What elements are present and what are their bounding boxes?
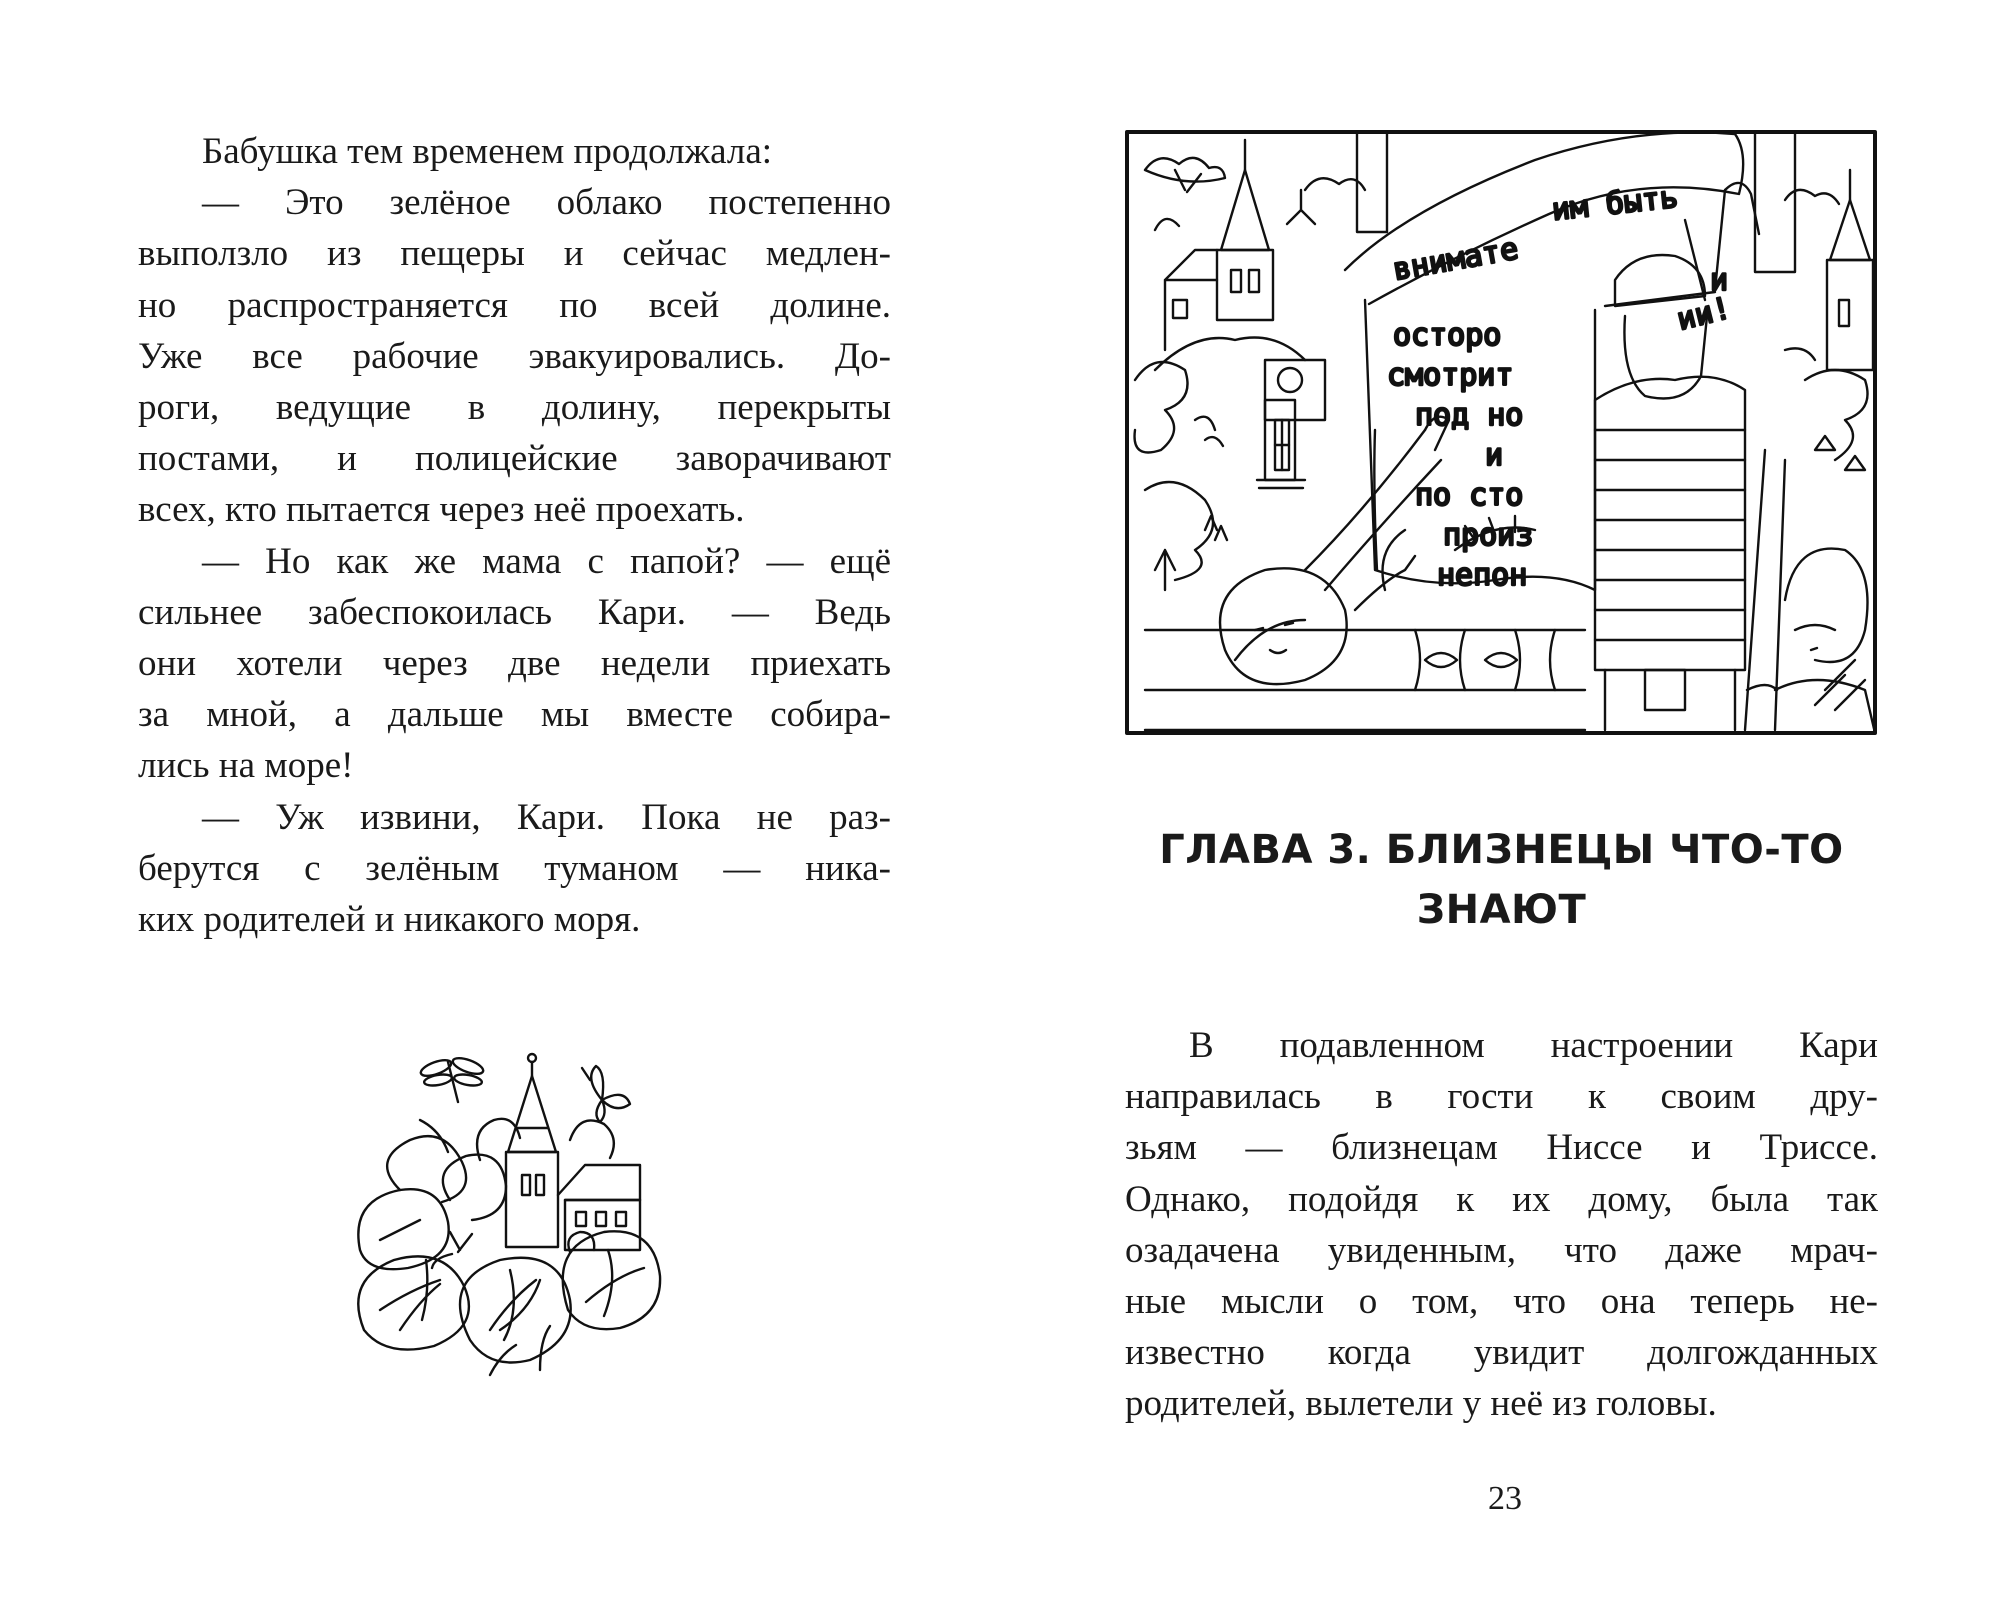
text-line: Уже все рабочие эвакуировались. До- bbox=[138, 335, 891, 377]
text-line: но распространяется по всей долине. bbox=[138, 284, 891, 326]
chapter-title bbox=[1125, 820, 1878, 940]
text-line: за мной, а дальше мы вместе собира- bbox=[138, 694, 891, 736]
text-line: лись на море! bbox=[138, 745, 354, 787]
text-line: они хотели через две недели приехать bbox=[138, 643, 891, 685]
text-line: Однако, подойдя к их дому, была так bbox=[1125, 1178, 1878, 1220]
text-line: — Но как же мама с папой? — ещё bbox=[202, 540, 891, 582]
text-line: — Это зелёное облако постепенно bbox=[202, 182, 891, 224]
paragraph-3 bbox=[138, 536, 891, 792]
text-line: ные мысли о том, что она теперь не- bbox=[1125, 1281, 1878, 1323]
paragraph-1 bbox=[138, 126, 891, 177]
text-line: известно когда увидит долгожданных bbox=[1125, 1332, 1878, 1374]
text-line: родителей, вылетели у неё из головы. bbox=[1125, 1383, 1717, 1425]
dragonfly-icon bbox=[419, 1055, 485, 1102]
paragraph-2 bbox=[138, 177, 891, 535]
poster-text-right-1: и bbox=[1710, 263, 1729, 298]
poster-text-line-7: по сто bbox=[1415, 478, 1524, 513]
right-text-block bbox=[1125, 1020, 1878, 1430]
poster-text-right-2: ии! bbox=[1673, 290, 1735, 338]
poster-text-line-5: под но bbox=[1415, 398, 1524, 433]
text-line: озадачена увиденным, что даже мрач- bbox=[1125, 1229, 1878, 1271]
paragraph-4 bbox=[138, 792, 891, 946]
text-line: В подавленном настроении Кари bbox=[1189, 1025, 1878, 1066]
text-line: роги, ведущие в долину, перекрыты bbox=[138, 387, 891, 429]
page-number: 23 bbox=[1488, 1480, 1522, 1517]
text-line: зьям — близнецам Ниссе и Триссе. bbox=[1125, 1127, 1878, 1169]
chapter-title-line-2: ЗНАЮТ bbox=[1416, 887, 1587, 933]
poster-text-line-1: им быть bbox=[1550, 179, 1680, 228]
poster-text-line-3: осторо bbox=[1393, 318, 1502, 353]
poster-text-line-8: произ bbox=[1443, 518, 1534, 553]
text-line: берутся с зелёным туманом — ника- bbox=[138, 847, 891, 889]
text-line: направилась в гости к своим дру- bbox=[1125, 1076, 1878, 1118]
poster-text-line-9: непон bbox=[1437, 558, 1528, 593]
text-line: сильнее забеспокоилась Кари. — Ведь bbox=[138, 591, 891, 633]
poster-text-line-6: и bbox=[1485, 438, 1504, 473]
text-line: постами, и полицейские заворачивают bbox=[138, 438, 891, 480]
paragraph-right-1 bbox=[1125, 1020, 1878, 1430]
flower-vignette-illustration bbox=[340, 1040, 670, 1380]
text-line: всех, кто пытается через неё проехать. bbox=[138, 489, 745, 531]
poster-text-line-4: смотрит bbox=[1387, 358, 1514, 393]
left-text-block bbox=[138, 126, 891, 945]
chapter-title-line-1: ГЛАВА 3. БЛИЗНЕЦЫ ЧТО-ТО bbox=[1159, 827, 1844, 873]
text-line: выползло из пещеры и сейчас медлен- bbox=[138, 233, 891, 275]
poster-chapter-illustration bbox=[1125, 130, 1877, 735]
text-line: ких родителей и никакого моря. bbox=[138, 899, 641, 941]
text-line: Бабушка тем временем продолжала: bbox=[202, 131, 773, 172]
poster-text-line-2: внимате bbox=[1390, 231, 1521, 288]
butterfly-icon bbox=[582, 1066, 630, 1122]
text-line: — Уж извини, Кари. Пока не раз- bbox=[202, 796, 891, 838]
